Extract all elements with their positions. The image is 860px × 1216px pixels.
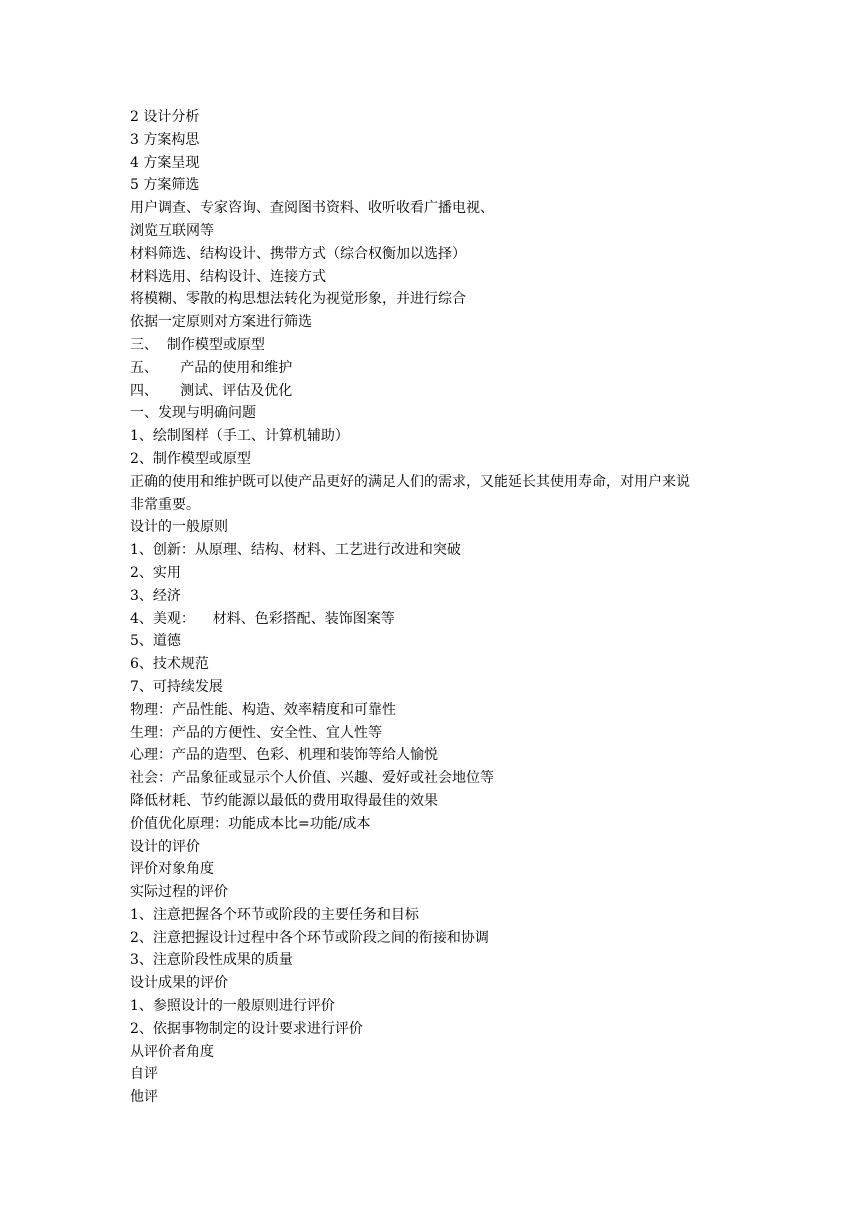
list-item: 2、依据事物制定的设计要求进行评价 [130, 1020, 363, 1037]
text-line: 将模糊、零散的构思想法转化为视觉形象，并进行综合 [130, 291, 466, 308]
text-line: 设计的评价 [130, 838, 200, 855]
text-line: 3 方案构思 [130, 131, 200, 148]
text-line: 降低材耗、节约能源以最低的费用取得最佳的效果 [130, 792, 438, 809]
list-item: 4、美观： 材料、色彩搭配、装饰图案等 [130, 610, 395, 627]
text-line: 依据一定原则对方案进行筛选 [130, 314, 312, 331]
text-line: 材料选用、结构设计、连接方式 [130, 268, 326, 285]
list-item: 2、注意把握设计过程中各个环节或阶段之间的衔接和协调 [130, 929, 489, 946]
section-heading: 一、发现与明确问题 [130, 405, 256, 422]
text-line: 评价对象角度 [130, 861, 214, 878]
text-line: 2、制作模型或原型 [130, 450, 251, 467]
text-line: 设计成果的评价 [130, 975, 228, 992]
section-heading: 四、 测试、评估及优化 [130, 382, 293, 399]
text-line: 实际过程的评价 [130, 884, 228, 901]
list-item: 2、实用 [130, 564, 181, 581]
list-item: 5、道德 [130, 633, 181, 650]
text-line: 物理：产品性能、构造、效率精度和可靠性 [130, 701, 396, 718]
list-item: 1、注意把握各个环节或阶段的主要任务和目标 [130, 906, 419, 923]
text-line: 浏览互联网等 [130, 222, 214, 239]
paragraph-line: 非常重要。 [130, 496, 200, 513]
list-item: 7、可持续发展 [130, 678, 223, 695]
text-line: 1、绘制图样（手工、计算机辅助） [130, 428, 349, 445]
list-item: 1、参照设计的一般原则进行评价 [130, 998, 335, 1015]
list-item: 3、注意阶段性成果的质量 [130, 952, 293, 969]
text-line: 从评价者角度 [130, 1043, 214, 1060]
list-item: 3、经济 [130, 587, 181, 604]
text-line: 2 设计分析 [130, 109, 200, 125]
text-line: 心理：产品的造型、色彩、机理和装饰等给人愉悦 [130, 747, 438, 764]
text-line: 设计的一般原则 [130, 519, 228, 536]
paragraph-line: 正确的使用和维护既可以使产品更好的满足人们的需求，又能延长其使用寿命，对用户来说 [130, 473, 690, 490]
document-body [130, 106, 740, 1109]
text-line: 5 方案筛选 [130, 177, 200, 194]
text-line: 材料筛选、结构设计、携带方式（综合权衡加以选择） [130, 245, 466, 262]
text-line: 自评 [130, 1066, 158, 1083]
text-line: 生理：产品的方便性、安全性、宜人性等 [130, 724, 382, 741]
section-heading: 五、 产品的使用和维护 [130, 359, 293, 376]
text-line: 4 方案呈现 [130, 154, 200, 171]
text-line: 他评 [130, 1089, 158, 1106]
text-line: 价值优化原理：功能成本比=功能/成本 [130, 815, 371, 832]
text-line: 用户调查、专家咨询、查阅图书资料、收听收看广播电视、 [130, 200, 494, 217]
text-line: 社会：产品象征或显示个人价值、兴趣、爱好或社会地位等 [130, 770, 494, 787]
list-item: 6、技术规范 [130, 656, 209, 673]
list-item: 1、创新：从原理、结构、材料、工艺进行改进和突破 [130, 542, 461, 559]
section-heading: 三、 制作模型或原型 [130, 336, 265, 353]
